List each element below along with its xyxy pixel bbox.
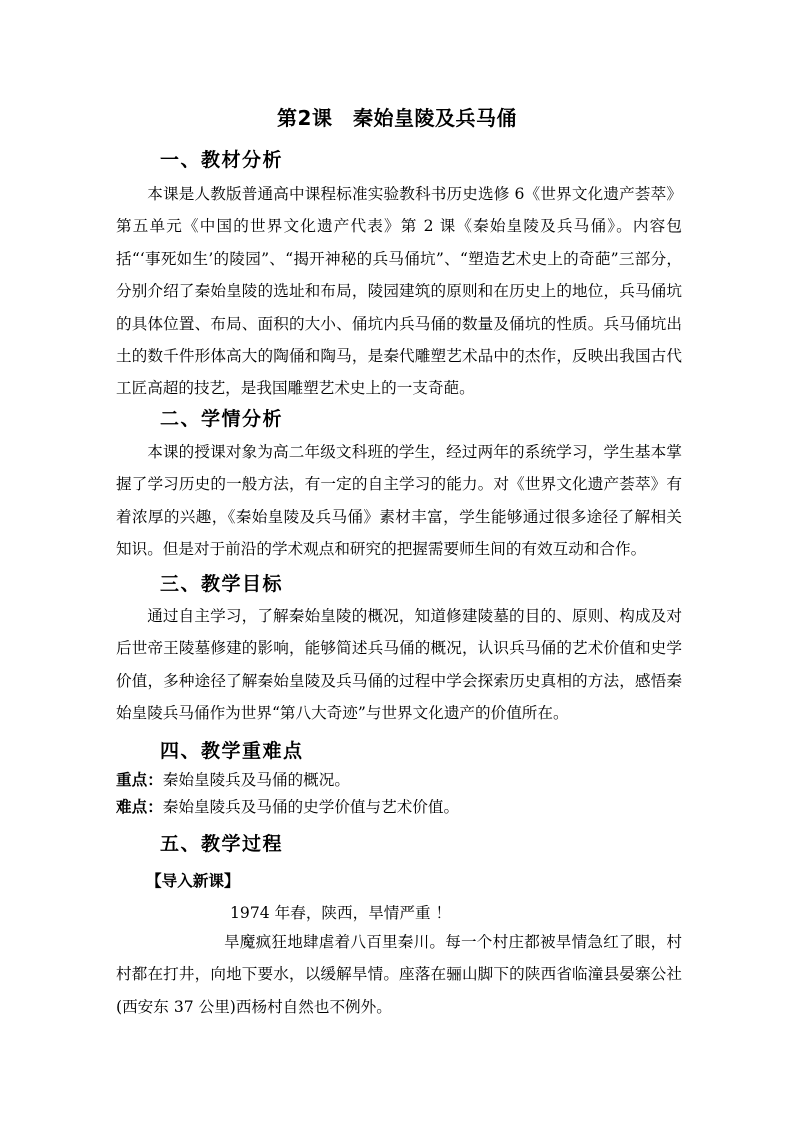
page-title: 第2课 秦始皇陵及兵马俑 [277, 106, 517, 130]
textbook-analysis-paragraph: 本课是人教版普通高中课程标准实验教科书历史选修 6《世界文化遗产荟萃》第五单元《中国的世界文化遗产代表》第 2 课《秦始皇陵及兵马俑》。内容包括“‘事死如生’的陵园”、“揭开神秘的兵马俑坑”、“塑造艺术史上的奇葩”三部分，分别介绍了秦始皇陵的选址和布局，陵园建筑的原则和在历史上的地位，兵马俑坑的具体位置、布局、面积的大小、俑坑内兵马俑的数量及俑坑的性质。兵马俑坑出土的数千件形体高大的陶俑和陶马，是秦代雕塑艺术品中的杰作，反映出我国古代工匠高超的技艺，是我国雕塑艺术史上的一支奇葩。 [116, 185, 682, 398]
learner-analysis-paragraph: 本课的授课对象为高二年级文科班的学生，经过两年的系统学习，学生基本掌握了学习历史的一般方法，有一定的自主学习的能力。对《世界文化遗产荟萃》有着浓厚的兴趣，《秦始皇陵及兵马俑》素材丰富，学生能够通过很多途径了解相关知识。但是对于前沿的学术观点和研究的把握需要师生间的有效互动和合作。 [116, 443, 682, 559]
story-paragraph: 旱魔疯狂地肆虐着八百里秦川。每一个村庄都被旱情急红了眼，村村都在打井，向地下要水，以缓解旱情。座落在骊山脚下的陕西省临潼县晏寨公社(西安东 37 公里)西杨村自然也不例外。 [116, 933, 682, 1016]
difficult-point-text: 秦始皇陵兵及马俑的史学价值与艺术价值。 [162, 798, 460, 816]
intro-section-label: 【导入新课】 [146, 872, 240, 890]
section-heading-textbook-analysis: 一、教材分析 [160, 149, 284, 171]
section-heading-teaching-process: 五、教学过程 [160, 833, 284, 855]
key-point-text: 秦始皇陵兵及马俑的概况。 [162, 771, 350, 789]
teaching-objectives-paragraph: 通过自主学习，了解秦始皇陵的概况，知道修建陵墓的目的、原则、构成及对后世帝王陵墓修建的影响，能够简述兵马俑的概况，认识兵马俑的艺术价值和史学价值，多种途径了解秦始皇陵及兵马俑的过程中学会探索历史真相的方法，感悟秦始皇陵兵马俑作为世界“第八大奇迹”与世界文化遗产的价值所在。 [116, 607, 682, 723]
section-heading-learner-analysis: 二、学情分析 [160, 408, 284, 430]
section-heading-key-difficult-points: 四、教学重难点 [160, 740, 304, 762]
difficult-point-label: 难点： [116, 798, 163, 816]
section-heading-teaching-objectives: 三、教学目标 [160, 573, 284, 595]
story-date-line: 1974 年春，陕西，旱情严重 ！ [230, 904, 452, 922]
key-point-label: 重点： [116, 771, 163, 789]
difficult-point-line [116, 795, 696, 819]
key-point-line [116, 768, 696, 792]
